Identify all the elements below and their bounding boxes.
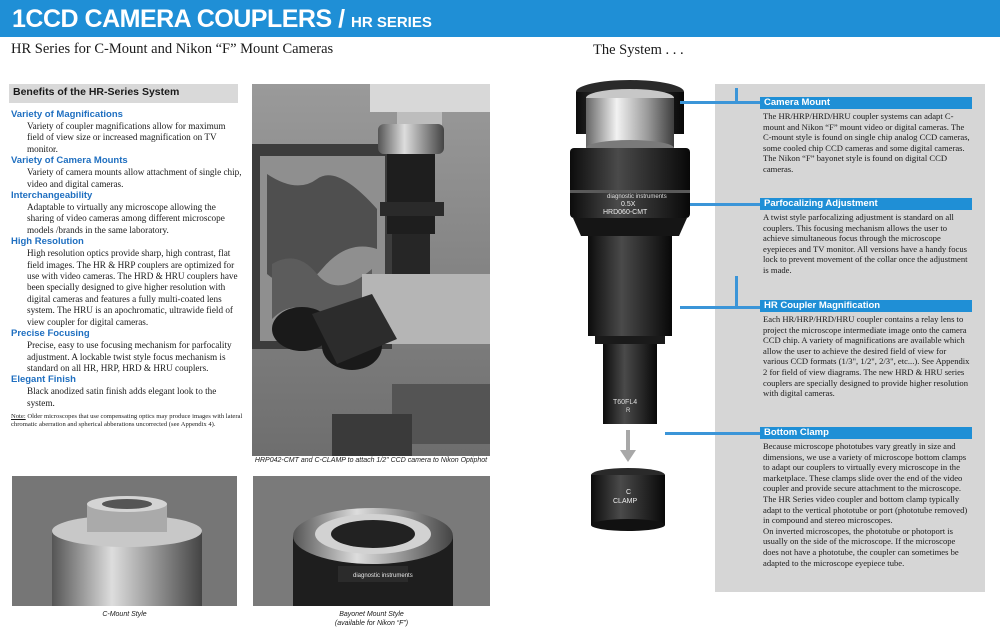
coupler-brand-text: diagnostic instruments <box>607 194 667 200</box>
coupler-model-text: HRD060-CMT <box>603 209 648 216</box>
coupler-system-illustration <box>555 70 705 600</box>
coupler-system-photo <box>555 70 705 600</box>
bayonet-caption-line1: Bayonet Mount Style <box>339 611 404 618</box>
cmount-photo <box>12 476 237 606</box>
coupler-mag-text: 0.5X <box>621 201 636 208</box>
tube-letter-text: R <box>626 408 631 414</box>
benefit-item <box>11 374 243 409</box>
benefit-item <box>11 155 243 190</box>
bottom-clamp-box <box>760 427 972 568</box>
arrow-bottom-clamp <box>665 432 760 435</box>
benefit-text: Precise, easy to use focusing mechanism for parfocality adjustment. A lockable twist style focus mechanism is standard on all HR, HRP, HRD & HRU couplers. <box>27 340 232 373</box>
title-banner <box>0 0 1000 37</box>
bayonet-caption-line2: (available for Nikon “F”) <box>334 619 409 627</box>
note-text: Older microscopes that use compensating optics may produce images with lateral chromatic aberration and spherical abberations uncorrected (see Appendix 4). <box>11 413 243 429</box>
parfocalizing-text: A twist style parfocalizing adjustment is standard on all couplers. This focusing mechanism allows the user to achieve simultaneous focus through the microscope eyepieces and TV monitor. All versions have a handy focus lock to prevent movement of the collar once the adjustment is made. <box>763 212 968 275</box>
microscope-photo <box>252 84 490 456</box>
bayonet-photo <box>253 476 490 606</box>
arrow-camera-mount-vert <box>735 88 738 102</box>
parfocalizing-box <box>760 198 972 276</box>
cmount-illustration <box>12 476 237 606</box>
benefit-heading: Precise Focusing <box>11 328 90 340</box>
benefit-text: Adaptable to virtually any microscope allowing the sharing of video cameras among different microscope models /brands in the same laboratory. <box>27 202 225 235</box>
clamp-word-text: CLAMP <box>613 498 638 505</box>
benefit-text: High resolution optics provide sharp, high contrast, flat field images. The HR & HRP couplers are optimized for use with video cameras. The HRD & HRU couplers have been specially designed to give higher resolution with digital cameras and features a fully multi-coated lens system. The HRU is an apochromatic, ultrawide field of view coupler for digital cameras. <box>27 248 238 327</box>
magnification-box <box>760 300 972 399</box>
bottom-clamp-heading: Bottom Clamp <box>760 427 972 439</box>
bayonet-illustration <box>253 476 490 606</box>
parfocalizing-heading: Parfocalizing Adjustment <box>760 198 972 210</box>
arrow-parfocal <box>690 203 760 206</box>
microscope-illustration <box>252 84 490 456</box>
bottom-clamp-paragraph-2: On inverted microscopes, the phototube or photoport is usually on the side of the microscope. If the microscope does not have a phototube, the coupler can sometimes be adapted to the microscope eyepiece tube. <box>763 525 959 568</box>
arrow-magnification-vert <box>735 276 738 308</box>
benefits-title: Benefits of the HR-Series System <box>13 86 180 98</box>
magnification-heading: HR Coupler Magnification <box>760 300 972 312</box>
bayonet-caption <box>253 611 490 628</box>
clamp-letter-text: C <box>626 489 632 496</box>
benefits-list <box>11 109 243 430</box>
microscope-caption: HRP042-CMT and C-CLAMP to attach 1/2" CCD camera to Nikon Optiphot <box>254 457 488 464</box>
benefit-item <box>11 109 243 155</box>
cmount-caption: C-Mount Style <box>102 611 147 618</box>
camera-mount-heading: Camera Mount <box>760 97 972 109</box>
benefit-heading: Interchangeability <box>11 190 93 202</box>
benefits-header-bar <box>9 84 238 103</box>
title-series: HR SERIES <box>351 14 432 31</box>
page-title <box>12 5 432 34</box>
arrow-camera-mount <box>680 101 760 104</box>
benefit-text: Variety of coupler magnifications allow for maximum field of view size or increased magnification on TV monitor. <box>27 121 226 154</box>
camera-mount-box <box>760 97 972 175</box>
bottom-clamp-paragraph-1: Because microscope phototubes vary greatly in size and dimensions, we use a variety of microscope bottom clamps to adapt our couplers to virtually every microscope in the marketplace. These clamps slide over the end of the video coupler and provide secure attachment to the microscope. The HR Series video coupler and bottom clamp typically adapt to the vertical phototube or port (phototube removed) in compound and stereo microscopes. <box>763 441 968 526</box>
page-subtitle: HR Series for C-Mount and Nikon “F” Mount Cameras <box>11 41 334 57</box>
benefit-heading: Elegant Finish <box>11 374 76 386</box>
bayonet-brand-text: diagnostic instruments <box>353 573 413 579</box>
benefit-heading: Variety of Magnifications <box>11 109 123 120</box>
benefit-heading: High Resolution <box>11 236 84 248</box>
arrow-magnification <box>680 306 760 309</box>
benefit-text: Variety of camera mounts allow attachment of single chip, video and digital cameras. <box>27 167 242 189</box>
benefit-heading: Variety of Camera Mounts <box>11 155 128 167</box>
note-label: Note: <box>11 413 26 421</box>
benefit-text: Black anodized satin finish adds elegant look to the system. <box>27 386 217 408</box>
system-heading: The System . . . <box>593 42 684 58</box>
benefit-item <box>11 190 243 236</box>
tube-model-text: T60FL4 <box>613 399 638 406</box>
optics-note <box>11 413 243 429</box>
benefit-item <box>11 236 243 328</box>
benefit-item <box>11 328 243 374</box>
magnification-text: Each HR/HRP/HRD/HRU coupler contains a relay lens to project the microscope intermediate image onto the camera CCD chip. A variety of magnifications are available which allow the user to achieve the desired field of view for various CCD formats (1/3", 1/2", 2/3", etc...). See Appendix 2 for field of view diagrams. The new HRD & HRU series couplers are specially designed to provide higher resolution with digital cameras. <box>763 314 970 399</box>
bottom-clamp-text <box>760 439 972 568</box>
camera-mount-text: The HR/HRP/HRD/HRU coupler systems can adapt C-mount and Nikon “F” mount video or digital cameras. The C-mount style is found on single chip analog CCD cameras, some cooled chip CCD cameras and some digital cameras. The Nikon “F” bayonet style is found on digital CCD cameras. <box>763 111 970 174</box>
title-main: 1CCD CAMERA COUPLERS / <box>12 5 345 33</box>
